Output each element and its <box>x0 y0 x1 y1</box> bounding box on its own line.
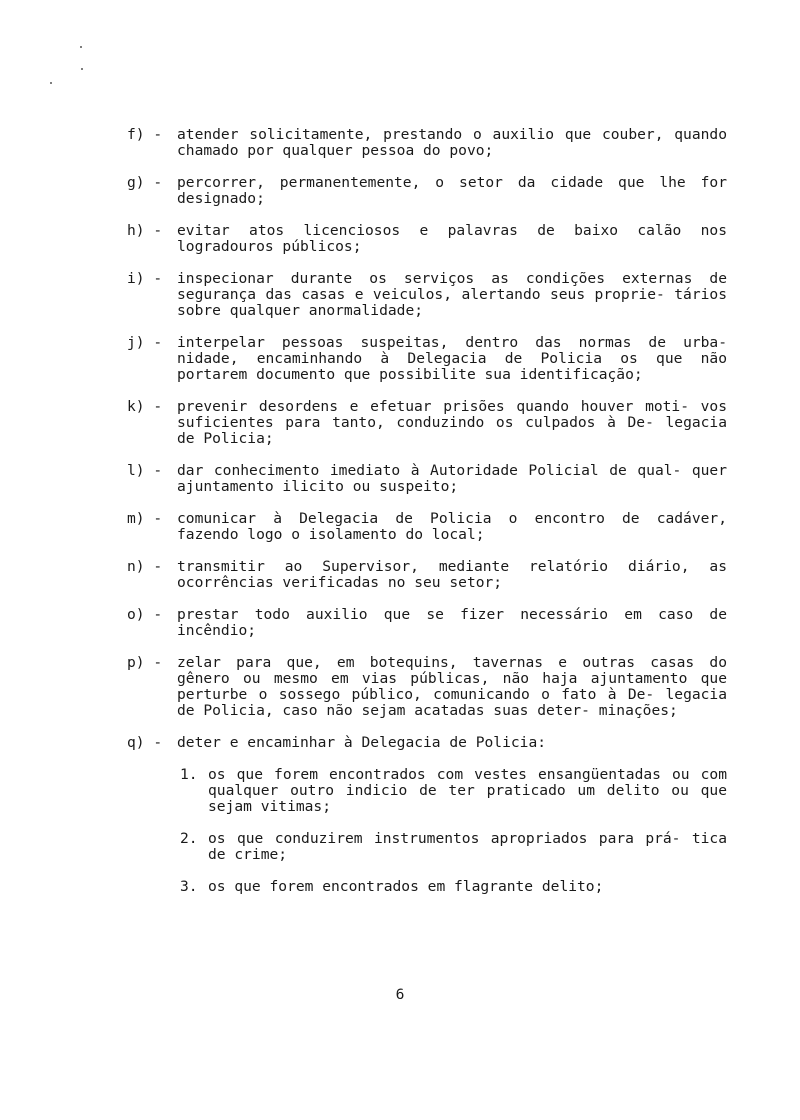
item-text: interpelar pessoas suspeitas, dentro das normas de urba- nidade, encaminhando à Delegacia de Policia os que não portarem documento que possibilite sua identificação; <box>177 334 727 383</box>
item-marker: n) - <box>127 558 163 575</box>
item-text: zelar para que, em botequins, tavernas e outras casas do gênero ou mesmo em vias públicas, não haja ajuntamento que perturbe o sossego público, comunicando o fato à De- legacia de Policia, caso não sejam acatadas suas deter- minações; <box>177 654 727 719</box>
item-marker: l) - <box>127 462 163 479</box>
page-number: 6 <box>395 986 405 1003</box>
item-text: comunicar à Delegacia de Policia o encontro de cadáver, fazendo logo o isolamento do local; <box>177 510 727 543</box>
item-text: transmitir ao Supervisor, mediante relatório diário, as ocorrências verificadas no seu setor; <box>177 558 727 591</box>
list-item-p <box>127 655 727 719</box>
list-item-o <box>127 607 727 639</box>
item-text: dar conhecimento imediato à Autoridade Policial de qual- quer ajuntamento ilicito ou suspeito; <box>177 462 727 495</box>
sub-item-text: os que forem encontrados com vestes ensangüentadas ou com qualquer outro indicio de ter praticado um delito ou que sejam vitimas; <box>208 766 727 815</box>
item-marker: k) - <box>127 398 163 415</box>
item-marker: q) - <box>127 734 163 751</box>
item-text: deter e encaminhar à Delegacia de Policia: <box>177 734 547 751</box>
item-marker: f) - <box>127 126 163 143</box>
sub-item-marker: 1. <box>180 766 198 783</box>
item-text: percorrer, permanentemente, o setor da cidade que lhe for designado; <box>177 174 727 207</box>
sub-item-marker: 3. <box>180 878 198 895</box>
item-marker: j) - <box>127 334 163 351</box>
duties-list <box>127 127 727 911</box>
list-item-n <box>127 559 727 591</box>
sub-item-marker: 2. <box>180 830 198 847</box>
list-item-m <box>127 511 727 543</box>
list-item-h <box>127 223 727 255</box>
list-item-f <box>127 127 727 159</box>
item-text: evitar atos licenciosos e palavras de baixo calão nos logradouros públicos; <box>177 222 727 255</box>
list-item-i <box>127 271 727 319</box>
item-marker: h) - <box>127 222 163 239</box>
sub-item-text: os que conduzirem instrumentos apropriados para prá- tica de crime; <box>208 830 727 863</box>
list-item-l <box>127 463 727 495</box>
item-text: prevenir desordens e efetuar prisões quando houver moti- vos suficientes para tanto, conduzindo os culpados à De- legacia de Policia; <box>177 398 727 447</box>
item-marker: o) - <box>127 606 163 623</box>
sub-list-item-2 <box>180 831 727 863</box>
list-item-k <box>127 399 727 447</box>
item-marker: m) - <box>127 510 163 527</box>
sub-list-item-1 <box>180 767 727 815</box>
item-marker: g) - <box>127 174 163 191</box>
item-text: atender solicitamente, prestando o auxilio que couber, quando chamado por qualquer pessoa do povo; <box>177 126 727 159</box>
list-item-j <box>127 335 727 383</box>
item-marker: p) - <box>127 654 163 671</box>
list-item-g <box>127 175 727 207</box>
item-text: inspecionar durante os serviços as condições externas de segurança das casas e veiculos, alertando seus proprie- tários sobre qualquer anormalidade; <box>177 270 727 319</box>
item-marker: i) - <box>127 270 163 287</box>
sub-list <box>127 767 727 895</box>
sub-item-text: os que forem encontrados em flagrante delito; <box>208 878 604 895</box>
sub-list-item-3 <box>180 879 727 895</box>
item-text: prestar todo auxilio que se fizer necessário em caso de incêndio; <box>177 606 727 639</box>
list-item-q <box>127 735 727 895</box>
